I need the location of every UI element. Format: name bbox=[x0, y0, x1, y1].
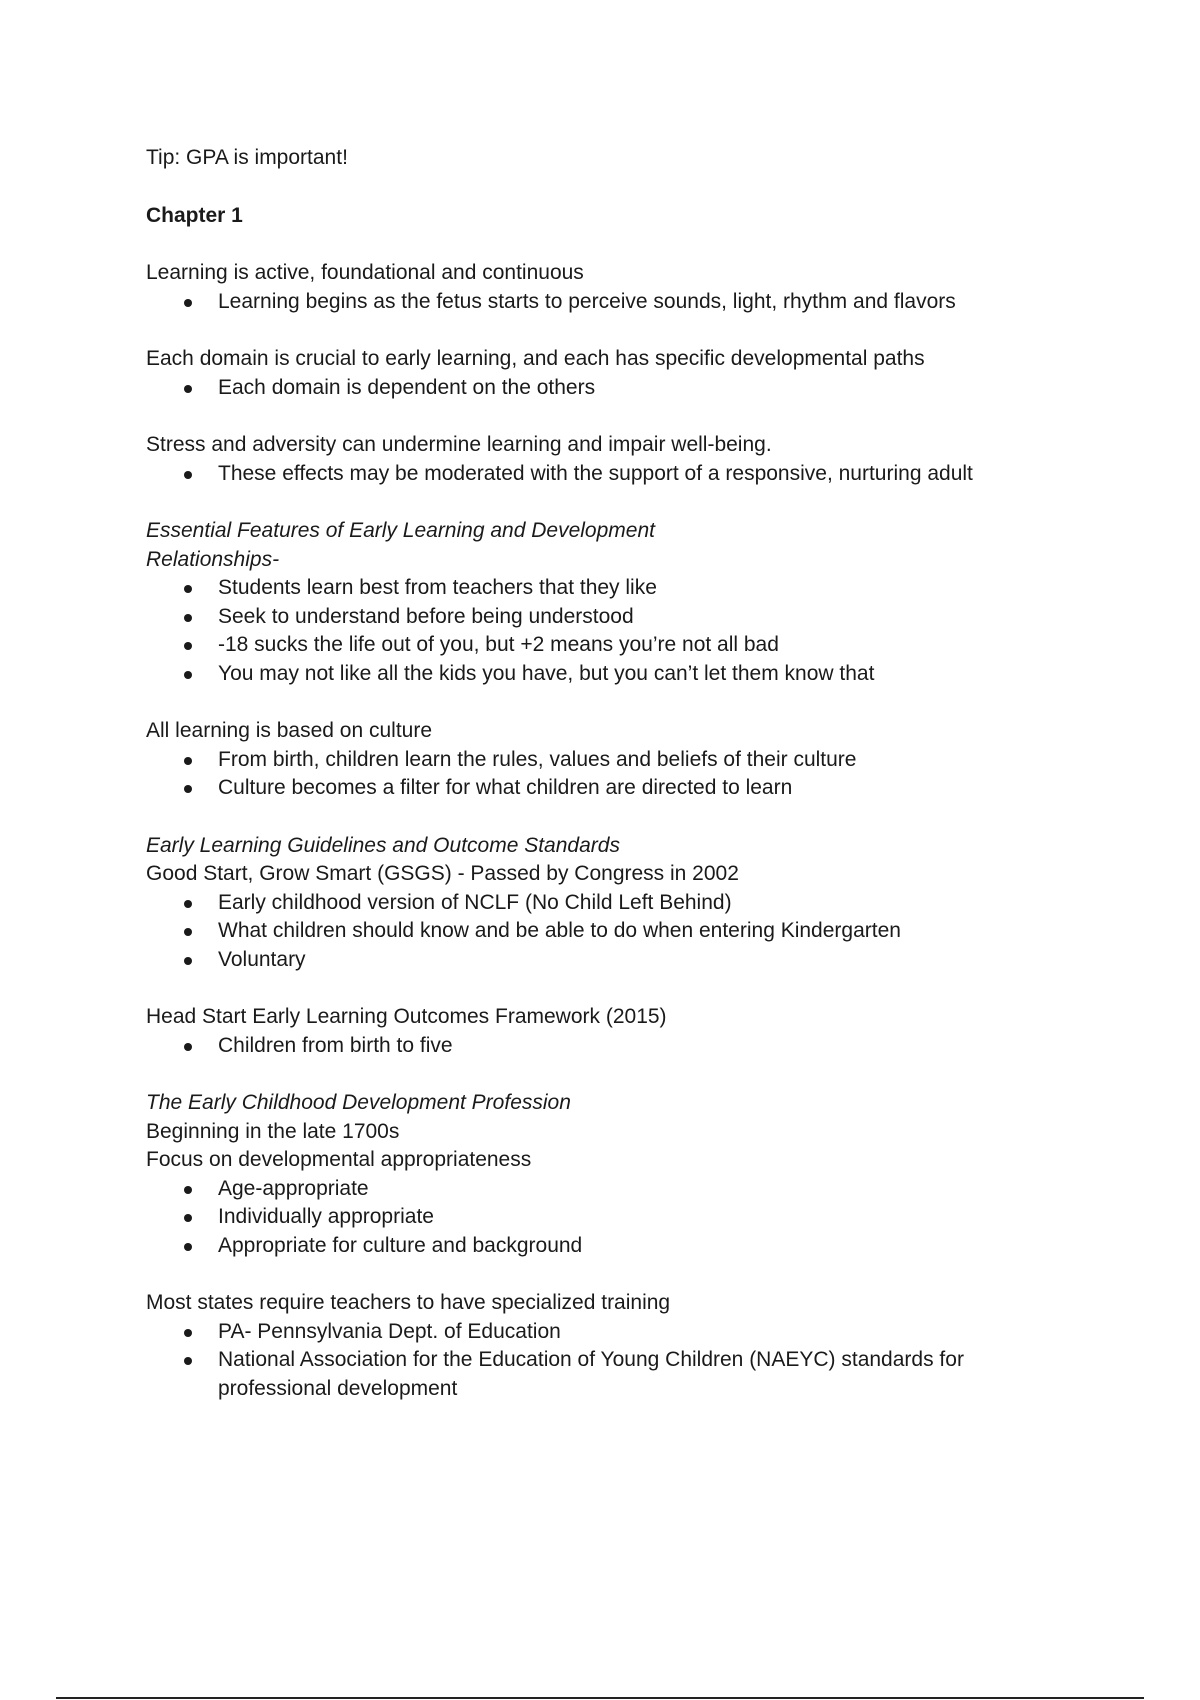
list-item-text: Each domain is dependent on the others bbox=[218, 375, 596, 399]
list-item bbox=[146, 1232, 1066, 1261]
list-item bbox=[146, 1032, 1066, 1061]
list-item bbox=[146, 774, 1066, 803]
list-item-text: Children from birth to five bbox=[218, 1033, 453, 1057]
bullet-icon bbox=[184, 671, 192, 679]
list-item-text: Age-appropriate bbox=[218, 1176, 369, 1200]
bullet-icon bbox=[184, 1243, 192, 1251]
list-item bbox=[146, 574, 1066, 603]
section-title: The Early Childhood Development Profession bbox=[146, 1091, 571, 1114]
bullet-list bbox=[146, 746, 1066, 803]
bullet-list bbox=[146, 1175, 1066, 1261]
list-item bbox=[146, 374, 1066, 403]
list-item bbox=[146, 603, 1066, 632]
list-item-text: -18 sucks the life out of you, but +2 means you’re not all bad bbox=[218, 633, 779, 656]
section-heading: All learning is based on culture bbox=[146, 719, 433, 742]
section-heading: Good Start, Grow Smart (GSGS) - Passed by Congress in 2002 bbox=[146, 862, 739, 885]
bullet-icon bbox=[184, 585, 192, 593]
list-item-text: Students learn best from teachers that they like bbox=[218, 576, 657, 599]
bullet-icon bbox=[184, 900, 192, 908]
list-item bbox=[146, 631, 1066, 660]
bullet-icon bbox=[184, 1329, 192, 1337]
page-bottom-divider bbox=[56, 1697, 1144, 1699]
bullet-icon bbox=[184, 385, 192, 393]
bullet-list bbox=[146, 1318, 1066, 1404]
bullet-icon bbox=[184, 1043, 192, 1051]
section-heading: Stress and adversity can undermine learning and impair well-being. bbox=[146, 433, 772, 456]
bullet-list bbox=[146, 889, 1066, 975]
section-heading: Learning is active, foundational and continuous bbox=[146, 261, 584, 284]
section-heading: Head Start Early Learning Outcomes Framework (2015) bbox=[146, 1005, 667, 1028]
list-item bbox=[146, 660, 1066, 689]
list-item-text: From birth, children learn the rules, values and beliefs of their culture bbox=[218, 747, 857, 771]
section-heading: Each domain is crucial to early learning, and each has specific developmental paths bbox=[146, 347, 925, 370]
list-item-text: Culture becomes a filter for what children are directed to learn bbox=[218, 776, 793, 799]
tip-line: Tip: GPA is important! bbox=[146, 146, 348, 169]
list-item-text: National Association for the Education of Young Children (NAEYC) standards for professional development bbox=[218, 1348, 964, 1400]
bullet-list bbox=[146, 460, 1066, 489]
list-item-text: Appropriate for culture and background bbox=[218, 1233, 583, 1257]
list-item bbox=[146, 917, 1066, 946]
list-item bbox=[146, 1203, 1066, 1232]
list-item bbox=[146, 1318, 1066, 1347]
bullet-icon bbox=[184, 642, 192, 650]
list-item bbox=[146, 889, 1066, 918]
bullet-icon bbox=[184, 471, 192, 479]
list-item-text: Voluntary bbox=[218, 947, 306, 971]
bullet-icon bbox=[184, 928, 192, 936]
section-title: Essential Features of Early Learning and Development bbox=[146, 519, 655, 542]
section-title: Early Learning Guidelines and Outcome Standards bbox=[146, 833, 620, 857]
bullet-icon bbox=[184, 757, 192, 765]
bullet-icon bbox=[184, 1186, 192, 1194]
list-item-text: Learning begins as the fetus starts to perceive sounds, light, rhythm and flavors bbox=[218, 289, 956, 313]
bullet-icon bbox=[184, 1214, 192, 1222]
list-item-text: PA- Pennsylvania Dept. of Education bbox=[218, 1319, 561, 1343]
list-item bbox=[146, 460, 1066, 489]
bullet-icon bbox=[184, 1357, 192, 1365]
section-line: Beginning in the late 1700s bbox=[146, 1119, 400, 1143]
section-line: Focus on developmental appropriateness bbox=[146, 1148, 532, 1171]
list-item-text: These effects may be moderated with the support of a responsive, nurturing adult bbox=[218, 461, 973, 485]
list-item-text: Seek to understand before being understood bbox=[218, 604, 634, 628]
list-item bbox=[146, 288, 1066, 317]
chapter-heading: Chapter 1 bbox=[146, 203, 243, 227]
section-heading: Most states require teachers to have specialized training bbox=[146, 1291, 671, 1314]
list-item bbox=[146, 746, 1066, 775]
list-item bbox=[146, 1175, 1066, 1204]
document-body bbox=[146, 144, 1066, 1403]
bullet-list bbox=[146, 574, 1066, 688]
bullet-icon bbox=[184, 299, 192, 307]
list-item-text: Individually appropriate bbox=[218, 1205, 434, 1228]
bullet-list bbox=[146, 288, 1066, 317]
section-subtitle: Relationships- bbox=[146, 547, 280, 571]
list-item-text: You may not like all the kids you have, but you can’t let them know that bbox=[218, 661, 875, 685]
bullet-list bbox=[146, 1032, 1066, 1061]
bullet-icon bbox=[184, 957, 192, 965]
list-item-text: Early childhood version of NCLF (No Child Left Behind) bbox=[218, 890, 732, 914]
bullet-icon bbox=[184, 785, 192, 793]
list-item bbox=[146, 1346, 1066, 1403]
bullet-list bbox=[146, 374, 1066, 403]
list-item bbox=[146, 946, 1066, 975]
bullet-icon bbox=[184, 614, 192, 622]
list-item-text: What children should know and be able to do when entering Kindergarten bbox=[218, 919, 901, 942]
